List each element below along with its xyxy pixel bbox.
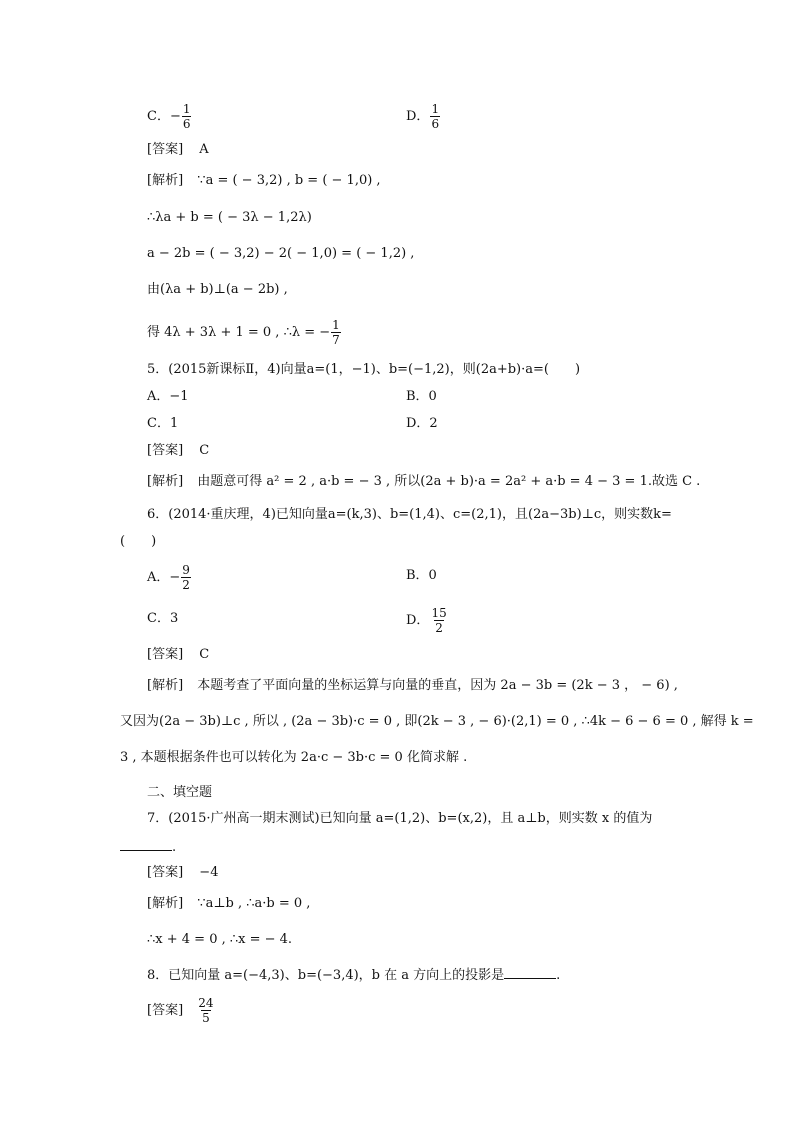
q6-option-b: B．0 <box>406 568 437 583</box>
q4-analysis-line-1: [解析] ∵a = ( − 3,2) , b = ( − 1,0) , <box>147 173 381 188</box>
q7-stem-line-1: 7．(2015·广州高一期末测试)已知向量 a=(1,2)、b=(x,2)，且 a⊥b，则实数 x 的值为 <box>147 811 653 826</box>
q4-analysis-line-2: ∴λa + b = ( − 3λ − 1,2λ) <box>147 210 312 225</box>
fraction: $\frac{15}{2}$ <box>431 606 447 635</box>
q4-option-d-label: D． <box>406 109 430 124</box>
answer-value: C <box>199 443 210 458</box>
q7-analysis-line-2: ∴x + 4 = 0 , ∴x = − 4. <box>147 932 293 947</box>
analysis-label: [解析] <box>147 678 184 693</box>
q7-answer <box>147 865 218 881</box>
q4-option-c-label: C．− <box>147 109 181 124</box>
q4-option-c <box>147 102 192 131</box>
answer-value: −4 <box>199 865 219 880</box>
q6-option-a: A．− $\frac{9}{2}$ <box>147 563 190 592</box>
q5-option-c: C．1 <box>147 416 179 431</box>
q5-option-b: B．0 <box>406 389 437 404</box>
fraction: $\frac{1}{6}$ <box>431 102 440 131</box>
q7-analysis-line-1: [解析] ∵a⊥b , ∴a·b = 0 , <box>147 896 311 911</box>
q6-answer <box>147 647 209 663</box>
fraction: $\frac{9}{2}$ <box>182 563 190 592</box>
q5-option-a: A．−1 <box>147 389 189 404</box>
section-title: 二、填空题 <box>147 785 213 800</box>
q7-stem-line-2: . <box>120 838 176 856</box>
q8-stem: 8．已知向量 a=(−4,3)、b=(−3,4)，b 在 a 方向上的投影是 . <box>147 968 561 983</box>
q6-option-d: D． $\frac{15}{2}$ <box>406 606 447 635</box>
answer-blank <box>120 838 172 851</box>
q5-analysis: [解析] 由题意可得 a² = 2 , a·b = − 3 , 所以(2a + b)·a = 2a² + a·b = 4 − 3 = 1.故选 C . <box>147 474 701 489</box>
q4-analysis-line-3: a − 2b = ( − 3,2) − 2( − 1,0) = ( − 1,2) , <box>147 246 415 261</box>
answer-value: C <box>199 647 210 662</box>
fraction: $\frac{1}{6}$ <box>182 102 191 131</box>
q6-analysis-line-1: [解析] 本题考查了平面向量的坐标运算与向量的垂直，因为 2a − 3b = (2k − 3 ， − 6) , <box>147 678 678 693</box>
answer-label: [答案] <box>147 647 184 662</box>
q6-analysis-line-2: 又因为(2a − 3b)⊥c , 所以 , (2a − 3b)·c = 0 , 即(2k − 3 , − 6)·(2,1) = 0 , ∴4k − 6 − 6 = 0 , 解得 k = <box>120 714 754 729</box>
q8-answer <box>147 996 216 1025</box>
q6-option-c: C．3 <box>147 611 179 626</box>
fraction: $\frac{24}{5}$ <box>198 996 214 1025</box>
answer-label: [答案] <box>147 443 184 458</box>
q6-stem-line-2: ( ) <box>120 534 157 549</box>
answer-label: [答案] <box>147 142 184 157</box>
q5-stem: 5．(2015新课标Ⅱ，4)向量a=(1，−1)、b=(−1,2)，则(2a+b)·a=( ) <box>147 362 581 377</box>
answer-label: [答案] <box>147 865 184 880</box>
q4-answer <box>147 142 209 158</box>
q5-answer <box>147 443 209 459</box>
q4-option-d <box>406 102 441 131</box>
analysis-label: [解析] <box>147 474 184 489</box>
q4-analysis-line-4: 由(λa + b)⊥(a − 2b) , <box>147 282 288 297</box>
answer-label: [答案] <box>147 1003 184 1018</box>
answer-blank <box>504 966 556 979</box>
fraction: $\frac{1}{7}$ <box>332 318 340 347</box>
q5-option-d: D．2 <box>406 416 438 431</box>
q6-analysis-line-3: 3 , 本题根据条件也可以转化为 2a·c − 3b·c = 0 化简求解 . <box>120 750 468 765</box>
analysis-label: [解析] <box>147 896 184 911</box>
q4-analysis-line-5: 得 4λ + 3λ + 1 = 0 , ∴λ = − $\frac{1}{7}$ <box>147 318 340 347</box>
q6-stem-line-1: 6．(2014·重庆理，4)已知向量a=(k,3)、b=(1,4)、c=(2,1)，且(2a−3b)⊥c，则实数k= <box>147 507 672 522</box>
answer-value: A <box>199 142 209 157</box>
analysis-label: [解析] <box>147 173 184 188</box>
